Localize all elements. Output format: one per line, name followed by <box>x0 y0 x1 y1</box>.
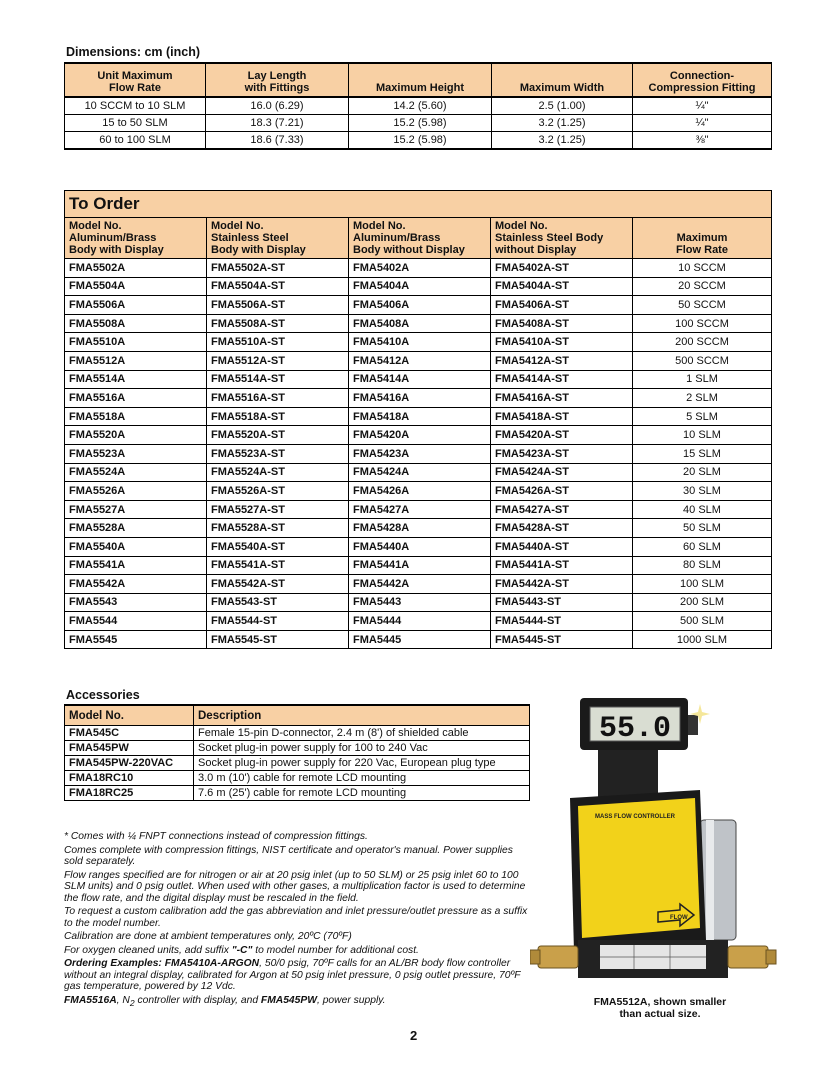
flow-rate-cell: 100 SLM <box>633 575 772 594</box>
flow-rate-cell: 10 SCCM <box>633 259 772 278</box>
model-number-cell: FMA5443-ST <box>491 593 633 612</box>
acc-description: Socket plug-in power supply for 100 to 240 Vac <box>194 741 530 756</box>
model-number-cell: FMA5412A-ST <box>491 351 633 370</box>
table-row <box>65 333 772 352</box>
acc-model: FMA545C <box>65 726 194 741</box>
model-number-cell: FMA5443 <box>349 593 491 612</box>
model-number-cell: FMA5406A-ST <box>491 296 633 315</box>
flow-rate-cell: 1000 SLM <box>633 630 772 649</box>
table-row <box>65 351 772 370</box>
model-number-cell: FMA5526A-ST <box>207 482 349 501</box>
cell: 3.2 (1.25) <box>492 132 633 150</box>
model-number-cell: FMA5510A <box>65 333 207 352</box>
flow-rate-cell: 1 SLM <box>633 370 772 389</box>
table-row <box>65 444 772 463</box>
acc-description: 7.6 m (25') cable for remote LCD mounting <box>194 786 530 801</box>
dim-header-fitting: Connection- Compression Fitting <box>633 63 772 97</box>
inlet-nut <box>530 950 540 964</box>
model-number-cell: FMA5545-ST <box>207 630 349 649</box>
flow-rate-cell: 60 SLM <box>633 537 772 556</box>
order-title: To Order <box>64 190 772 217</box>
model-number-cell: FMA5428A <box>349 519 491 538</box>
caption-line: FMA5512A, shown smaller <box>593 996 727 1008</box>
model-number-cell: FMA5442A <box>349 575 491 594</box>
model-number-cell: FMA5427A-ST <box>491 500 633 519</box>
cell: 15.2 (5.98) <box>349 115 492 132</box>
flow-rate-cell: 80 SLM <box>633 556 772 575</box>
neck <box>598 750 658 798</box>
model-number-cell: FMA5542A-ST <box>207 575 349 594</box>
model-number-cell: FMA5441A-ST <box>491 556 633 575</box>
model-number-cell: FMA5506A-ST <box>207 296 349 315</box>
model-number-cell: FMA5428A-ST <box>491 519 633 538</box>
valve-column <box>700 820 736 940</box>
table-row <box>65 519 772 538</box>
model-number-cell: FMA5544 <box>65 612 207 631</box>
model-number-cell: FMA5504A-ST <box>207 277 349 296</box>
model-number-cell: FMA5508A-ST <box>207 314 349 333</box>
model-number-cell: FMA5420A <box>349 426 491 445</box>
product-image <box>530 690 820 990</box>
cell: 18.6 (7.33) <box>206 132 349 150</box>
table-row <box>65 771 530 786</box>
flow-rate-cell: 15 SLM <box>633 444 772 463</box>
table-row <box>65 741 530 756</box>
model-number-cell: FMA5418A-ST <box>491 407 633 426</box>
model-number-cell: FMA5445-ST <box>491 630 633 649</box>
model-number-cell: FMA5504A <box>65 277 207 296</box>
accessories-table <box>64 704 530 801</box>
flow-rate-cell: 50 SCCM <box>633 296 772 315</box>
acc-model: FMA18RC25 <box>65 786 194 801</box>
model-number-cell: FMA5528A-ST <box>207 519 349 538</box>
model-number-cell: FMA5514A <box>65 370 207 389</box>
model-number-cell: FMA5418A <box>349 407 491 426</box>
table-row <box>65 482 772 501</box>
flow-rate-cell: 500 SCCM <box>633 351 772 370</box>
note: * Comes with ¼ FNPT connections instead of compression fittings. <box>64 831 368 842</box>
flow-rate-cell: 500 SLM <box>633 612 772 631</box>
model-number-cell: FMA5402A <box>349 259 491 278</box>
acc-description: 3.0 m (10') cable for remote LCD mounting <box>194 771 530 786</box>
outlet-nut <box>766 950 776 964</box>
acc-description: Female 15-pin D-connector, 2.4 m (8') of shielded cable <box>194 726 530 741</box>
model-number-cell: FMA5408A <box>349 314 491 333</box>
table-row <box>65 370 772 389</box>
model-number-cell: FMA5527A-ST <box>207 500 349 519</box>
model-number-cell: FMA5426A-ST <box>491 482 633 501</box>
model-number-cell: FMA5423A <box>349 444 491 463</box>
model-number-cell: FMA5543-ST <box>207 593 349 612</box>
cell: 60 to 100 SLM <box>65 132 206 150</box>
model-number-cell: FMA5523A-ST <box>207 444 349 463</box>
table-row <box>65 314 772 333</box>
cell: ⅜" <box>633 132 772 150</box>
table-row <box>65 426 772 445</box>
display-side <box>688 715 698 735</box>
flow-rate-cell: 40 SLM <box>633 500 772 519</box>
model-number-cell: FMA5520A-ST <box>207 426 349 445</box>
cell: 15.2 (5.98) <box>349 132 492 150</box>
model-number-cell: FMA5545 <box>65 630 207 649</box>
table-row <box>65 726 530 741</box>
model-number-cell: FMA5408A-ST <box>491 314 633 333</box>
acc-model: FMA545PW <box>65 741 194 756</box>
model-number-cell: FMA5440A-ST <box>491 537 633 556</box>
outlet-fitting <box>728 946 768 968</box>
accessories-title: Accessories <box>66 688 140 702</box>
footnotes <box>64 831 530 1011</box>
note: Flow ranges specified are for nitrogen or air at 20 psig inlet (up to 50 SLM) or 25 psig inlet 60 to 100 SLM units) and 0 psig outlet. When used with other gases, a multiplication factor is used to determine the flow rate, and the digital display must be rescaled in the field. <box>64 869 526 904</box>
note: Calibration are done at ambient temperatures only, 20ºC (70ºF) <box>64 931 352 942</box>
flow-rate-cell: 2 SLM <box>633 389 772 408</box>
model-number-cell: FMA5402A-ST <box>491 259 633 278</box>
model-number-cell: FMA5524A <box>65 463 207 482</box>
model-number-cell: FMA5440A <box>349 537 491 556</box>
model-number-cell: FMA5404A-ST <box>491 277 633 296</box>
table-row <box>65 407 772 426</box>
acc-header-description: Description <box>194 705 530 726</box>
note: Comes complete with compression fittings, NIST certificate and operator's manual. Power supplies sold separately. <box>64 844 513 867</box>
model-number-cell: FMA5406A <box>349 296 491 315</box>
model-number-cell: FMA5410A-ST <box>491 333 633 352</box>
model-number-cell: FMA5502A-ST <box>207 259 349 278</box>
model-number-cell: FMA5420A-ST <box>491 426 633 445</box>
table-row <box>65 277 772 296</box>
note: To request a custom calibration add the gas abbreviation and inlet pressure/outlet pressure as a suffix to the model number. <box>64 906 528 929</box>
table-row <box>65 132 772 150</box>
model-number-cell: FMA5426A <box>349 482 491 501</box>
table-row <box>65 537 772 556</box>
flow-rate-cell: 200 SCCM <box>633 333 772 352</box>
flow-rate-cell: 30 SLM <box>633 482 772 501</box>
model-number-cell: FMA5518A-ST <box>207 407 349 426</box>
cell: 10 SCCM to 10 SLM <box>65 97 206 115</box>
acc-description: Socket plug-in power supply for 220 Vac, European plug type <box>194 756 530 771</box>
model-number-cell: FMA5524A-ST <box>207 463 349 482</box>
accessories-section <box>64 704 530 801</box>
table-row <box>65 756 530 771</box>
table-row <box>65 500 772 519</box>
table-row <box>65 593 772 612</box>
cell: ¼" <box>633 115 772 132</box>
model-number-cell: FMA5414A <box>349 370 491 389</box>
model-number-cell: FMA5416A-ST <box>491 389 633 408</box>
model-number-cell: FMA5444 <box>349 612 491 631</box>
order-table <box>64 217 772 649</box>
dim-header-width: Maximum Width <box>492 63 633 97</box>
model-number-cell: FMA5502A <box>65 259 207 278</box>
lcd-value: 55.0 <box>598 712 672 746</box>
model-number-cell: FMA5424A-ST <box>491 463 633 482</box>
acc-header-model: Model No. <box>65 705 194 726</box>
caption-line: than actual size. <box>619 1008 701 1020</box>
model-number-cell: FMA5414A-ST <box>491 370 633 389</box>
table-row <box>65 575 772 594</box>
acc-model: FMA18RC10 <box>65 771 194 786</box>
dimensions-table <box>64 62 772 150</box>
model-number-cell: FMA5526A <box>65 482 207 501</box>
flow-rate-cell: 5 SLM <box>633 407 772 426</box>
cell: 14.2 (5.60) <box>349 97 492 115</box>
model-number-cell: FMA5514A-ST <box>207 370 349 389</box>
order-header-albr-display: Model No. Aluminum/Brass Body with Display <box>65 218 207 259</box>
model-number-cell: FMA5404A <box>349 277 491 296</box>
table-row <box>65 389 772 408</box>
model-number-cell: FMA5506A <box>65 296 207 315</box>
model-number-cell: FMA5445 <box>349 630 491 649</box>
order-section <box>64 190 772 649</box>
model-number-cell: FMA5424A <box>349 463 491 482</box>
dim-header-lay: Lay Length with Fittings <box>206 63 349 97</box>
model-number-cell: FMA5542A <box>65 575 207 594</box>
model-number-cell: FMA5543 <box>65 593 207 612</box>
flow-rate-cell: 50 SLM <box>633 519 772 538</box>
note: Ordering Examples: FMA5410A-ARGON, 50/0 psig, 70ºF calls for an AL/BR body flow controller without an integral display, calibrated for Argon at 50 psig inlet pressure, 0 psig outlet pressure, 70ºF gas temperature, powered by 12 Vdc. <box>64 958 521 992</box>
note: For oxygen cleaned units, add suffix "-C" to model number for additional cost. <box>64 944 419 956</box>
cell: 2.5 (1.00) <box>492 97 633 115</box>
cell: 16.0 (6.29) <box>206 97 349 115</box>
model-number-cell: FMA5427A <box>349 500 491 519</box>
dimensions-title: Dimensions: cm (inch) <box>66 45 201 59</box>
cell: 3.2 (1.25) <box>492 115 633 132</box>
model-number-cell: FMA5541A <box>65 556 207 575</box>
model-number-cell: FMA5520A <box>65 426 207 445</box>
flow-rate-cell: 200 SLM <box>633 593 772 612</box>
model-number-cell: FMA5540A <box>65 537 207 556</box>
flow-rate-cell: 20 SLM <box>633 463 772 482</box>
note: FMA5516A, $N_2$ controller with display, and FMA545PW, power supply. <box>64 994 386 1008</box>
table-row <box>65 97 772 115</box>
inlet-fitting <box>538 946 578 968</box>
order-header-ss-nodisplay: Model No. Stainless Steel Body without Display <box>491 218 633 259</box>
model-number-cell: FMA5442A-ST <box>491 575 633 594</box>
model-number-cell: FMA5441A <box>349 556 491 575</box>
model-number-cell: FMA5528A <box>65 519 207 538</box>
model-number-cell: FMA5540A-ST <box>207 537 349 556</box>
table-row <box>65 259 772 278</box>
model-number-cell: FMA5444-ST <box>491 612 633 631</box>
page-number: 2 <box>410 1028 418 1043</box>
flow-rate-cell: 100 SCCM <box>633 314 772 333</box>
model-number-cell: FMA5516A-ST <box>207 389 349 408</box>
model-number-cell: FMA5508A <box>65 314 207 333</box>
order-header-albr-nodisplay: Model No. Aluminum/Brass Body without Display <box>349 218 491 259</box>
cell: 15 to 50 SLM <box>65 115 206 132</box>
model-number-cell: FMA5510A-ST <box>207 333 349 352</box>
model-number-cell: FMA5516A <box>65 389 207 408</box>
table-row <box>65 612 772 631</box>
model-number-cell: FMA5544-ST <box>207 612 349 631</box>
table-row <box>65 115 772 132</box>
dim-header-flow: Unit Maximum Flow Rate <box>65 63 206 97</box>
flow-rate-cell: 10 SLM <box>633 426 772 445</box>
table-row <box>65 630 772 649</box>
dim-header-height: Maximum Height <box>349 63 492 97</box>
panel-label: MASS FLOW CONTROLLER <box>595 814 675 820</box>
acc-model: FMA545PW-220VAC <box>65 756 194 771</box>
model-number-cell: FMA5410A <box>349 333 491 352</box>
table-row <box>65 556 772 575</box>
model-number-cell: FMA5541A-ST <box>207 556 349 575</box>
table-row <box>65 296 772 315</box>
product-caption <box>560 996 760 1020</box>
table-row <box>65 463 772 482</box>
model-number-cell: FMA5527A <box>65 500 207 519</box>
model-number-cell: FMA5416A <box>349 389 491 408</box>
order-header-ss-display: Model No. Stainless Steel Body with Display <box>207 218 349 259</box>
cell: ¼" <box>633 97 772 115</box>
model-number-cell: FMA5518A <box>65 407 207 426</box>
model-number-cell: FMA5412A <box>349 351 491 370</box>
cell: 18.3 (7.21) <box>206 115 349 132</box>
flow-rate-cell: 20 SCCM <box>633 277 772 296</box>
model-number-cell: FMA5423A-ST <box>491 444 633 463</box>
model-number-cell: FMA5523A <box>65 444 207 463</box>
order-header-flow: Maximum Flow Rate <box>633 218 772 259</box>
flow-arrow-label: FLOW <box>670 915 688 921</box>
column-highlight <box>706 820 714 940</box>
model-number-cell: FMA5512A <box>65 351 207 370</box>
model-number-cell: FMA5512A-ST <box>207 351 349 370</box>
table-row <box>65 786 530 801</box>
